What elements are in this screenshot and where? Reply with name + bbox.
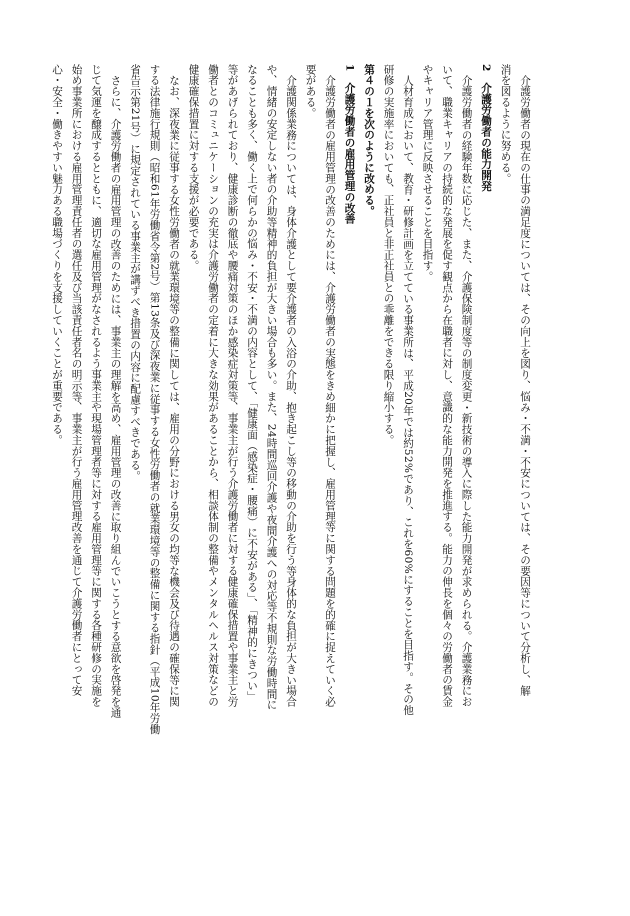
paragraph-line: 健康確保措置に対する支援が必要である。 (187, 64, 200, 272)
paragraph-line: さらに、介護労働者の雇用管理の改善のためには、事業主の理解を高め、雇用管理の改善に取り組んでいこうとする意欲を啓発を通 (109, 74, 122, 718)
paragraph-line: 介護労働者の雇用管理の改善のためには、介護労働者の実態をきめ細かに把握し、雇用管理等に関する問題を的確に捉えていく必 (324, 74, 336, 707)
section-heading: 2 介護労働者の能力開発 (480, 64, 492, 192)
paragraph-line: なお、深夜業に従事する女性労働者の就業環境等の整備に関しては、雇用の分野における男女の均等な機会及び待遇の確保等に関 (168, 74, 180, 707)
paragraph-line: 介護労働者の現在の仕事の満足度については、その向上を図り、悩み・不満・不安については、その要因等について分析し、解 (519, 74, 531, 696)
vertical-text-block (47, 64, 535, 854)
paragraph-line: 介護労働者の経験年数に応じた、また、介護保険制度等の制度変更・新技術の導入に際した能力開発が求められる。介護業務にお (460, 74, 473, 707)
paragraph-line: 要がある。 (304, 64, 317, 119)
section-heading: 1 介護労働者の雇用管理の改善 (343, 64, 356, 225)
paragraph-line: 始め事業所における雇用管理責任者の選任及び当該責任者名の明示等、事業主が行う雇用管理改善を通じて介護労働者にとって安 (70, 64, 83, 697)
paragraph-line: 研修の実施率においても、正社員と非正社員との乖離をできる限り縮小する。 (382, 64, 395, 446)
paragraph-line: なることも多く、働く上で何らかの悩み・不安・不満の内容として、「健康面（感染症・腰痛）に不安がある」、「精神的にきつい」 (246, 64, 258, 703)
paragraph-line: 介護関係業務については、身体介護として要介護者の入浴の介助、抱き起こし等の移動の介助を行う等身体的な負担が大きい場合 (285, 74, 297, 707)
paragraph-line: じて気運を醸成するとともに、適切な雇用管理がなされるよう事業主や現場管理者等に対する雇用管理等に関する各種研修の実施を (90, 64, 102, 708)
paragraph-line: やキャリア管理に反映させることを目指す。 (421, 64, 434, 282)
paragraph-line: いて、職業キャリアの持続的な発展を促す観点から在職者に対し、意識的な能力開発を推進する。能力の伸長を個々の労働者の賃金 (441, 64, 453, 708)
paragraph-line: 人材育成において、教育・研修計画を立てている事業所は、平成20年では約52%であり、これを60%にすることを目指す。その他 (402, 74, 414, 716)
amendment-heading: 第４の１を次のように改める。 (363, 64, 375, 217)
paragraph-line: 等があげられており、健康診断の徹底や腰痛対策のほか感染症対策等、事業主が行う介護労働者に対する健康確保措置や事業主と労 (226, 64, 239, 708)
paragraph-line: 働者とのコミュニケーションの充実は介護労働者の定着に大きな効果があることから、相談体制の整備やメンタルヘルス対策などの (207, 64, 219, 708)
paragraph-line: 心・安全・働きやすい魅力ある職場づくりを支援していくことが重要である。 (51, 64, 63, 446)
paragraph-line: 消を図るように努める。 (499, 64, 512, 184)
paragraph-line: 省告示第21号）に規定されている事業主が講ずべき措置の内容に配慮すべきである。 (129, 64, 141, 482)
paragraph-line: する法律施行規則（昭和61年労働省令第2号）第13条及び深夜業に従事する女性労働者の就業環境等の整備に関する指針（平成10年労働 (148, 64, 161, 735)
paragraph-line: や、情緒の安定しない者の介助等精神的負担が大きい場合も多い。また、24時間巡回介護や夜間介護への対応等不規則な労働時間に (265, 64, 278, 711)
